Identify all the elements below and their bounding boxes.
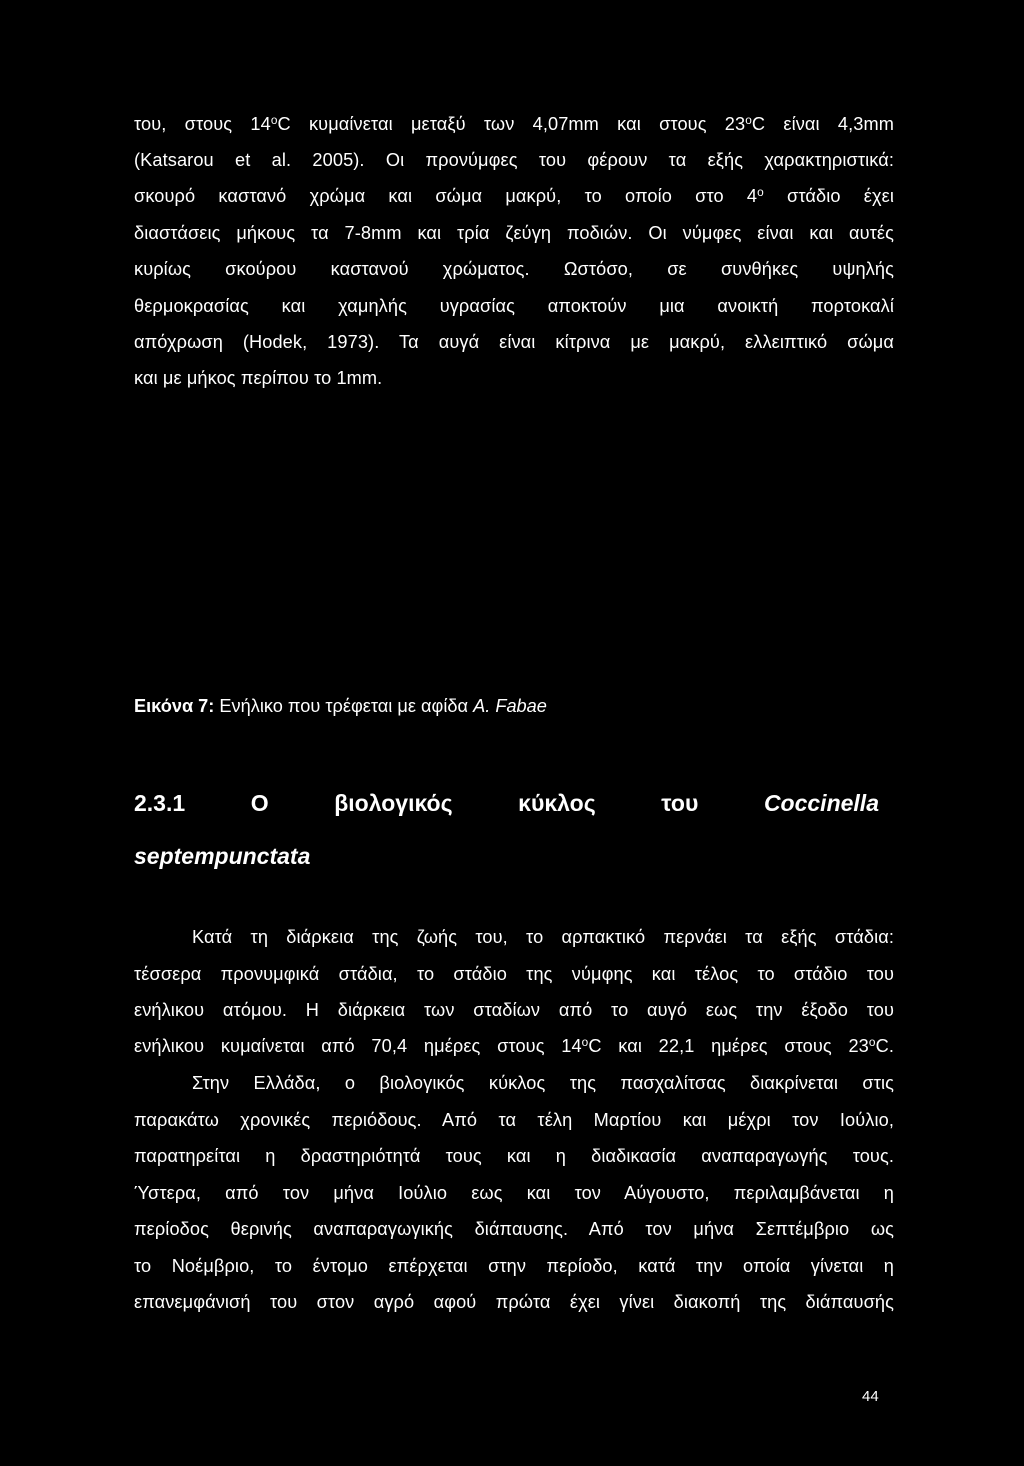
paragraph-1-line-4: διαστάσεις μήκους τα 7-8mm και τρία ζεύγη ποδιών. Οι νύμφες είναι και αυτές [134,223,894,243]
paragraph-2-line-3: ενήλικου ατόμου. Η διάρκεια των σταδίων από το αυγό εως την έξοδο του [134,1000,894,1020]
paragraph-2-line-8: Ύστερα, από τον μήνα Ιούλιο εως και τον Αύγουστο, περιλαμβάνεται η [134,1183,894,1203]
paragraph-2-line-11: επανεμφάνισή του στον αγρό αφού πρώτα έχει γίνει διακοπή της διάπαυσής [134,1292,894,1312]
section-heading-species: septempunctata [134,843,311,869]
paragraph-1-line-2: (Katsarou et al. 2005). Οι προνύμφες του φέρουν τα εξής χαρακτηριστικά: [134,150,894,170]
paragraph-2-line-7: παρατηρείται η δραστηριότητά τους και η διαδικασία αναπαραγωγής τους. [134,1146,894,1166]
paragraph-1-line-7: απόχρωση (Hodek, 1973). Τα αυγά είναι κίτρινα με μακρύ, ελλειπτικό σώμα [134,332,894,352]
paragraph-2-line-9: περίοδος θερινής αναπαραγωγικής διάπαυσης. Από τον μήνα Σεπτέμβριο ως [134,1219,894,1239]
paragraph-1-line-6: θερμοκρασίας και χαμηλής υγρασίας αποκτούν μια ανοικτή πορτοκαλί [134,296,894,316]
section-heading-line-2 [134,843,879,870]
paragraph-2-line-1: Κατά τη διάρκεια της ζωής του, το αρπακτικό περνάει τα εξής στάδια: [192,927,894,947]
paragraph-1-line-3: σκουρό καστανό χρώμα και σώμα μακρύ, το οποίο στο $4^o$ στάδιο έχει [134,185,894,206]
paragraph-2-line-4: ενήλικου κυμαίνεται από 70,4 ημέρες στους $14^oC$ και 22,1 ημέρες στους $23^oC$. [134,1035,894,1056]
section-heading-word-1: Ο [250,790,269,816]
section-number: 2.3.1 [134,790,186,816]
section-heading-word-2: βιολογικός [334,790,453,816]
figure-caption-species: A. Fabae [473,696,547,716]
figure-caption-label: Εικόνα 7: [134,696,215,716]
section-heading-line-1 [134,790,879,817]
paragraph-1-line-1: του, στους $14^oC$ κυμαίνεται μεταξύ των 4,07mm και στους $23^oC$ είναι 4,3mm [134,113,894,134]
section-heading-word-3: κύκλος [518,790,596,816]
paragraph-1-line-5: κυρίως σκούρου καστανού χρώματος. Ωστόσο, σε συνθήκες υψηλής [134,259,894,279]
section-heading-word-4: του [661,790,699,816]
figure-caption [134,696,547,717]
paragraph-1-line-8: και με μήκος περίπου το 1mm. [134,368,383,388]
section-heading-genus: Coccinella [763,790,879,816]
figure-caption-text: Ενήλικο που τρέφεται με αφίδα [214,696,474,716]
paragraph-2-line-5: Στην Ελλάδα, ο βιολογικός κύκλος της πασχαλίτσας διακρίνεται στις [192,1073,894,1093]
paragraph-2-line-10: το Νοέμβριο, το έντομο επέρχεται στην περίοδο, κατά την οποία γίνεται η [134,1256,894,1276]
page-number: 44 [862,1388,879,1405]
paragraph-2-line-2: τέσσερα προνυμφικά στάδια, το στάδιο της νύμφης και τέλος το στάδιο του [134,964,894,984]
paragraph-2-line-6: παρακάτω χρονικές περιόδους. Από τα τέλη Μαρτίου και μέχρι τον Ιούλιο, [134,1110,894,1130]
